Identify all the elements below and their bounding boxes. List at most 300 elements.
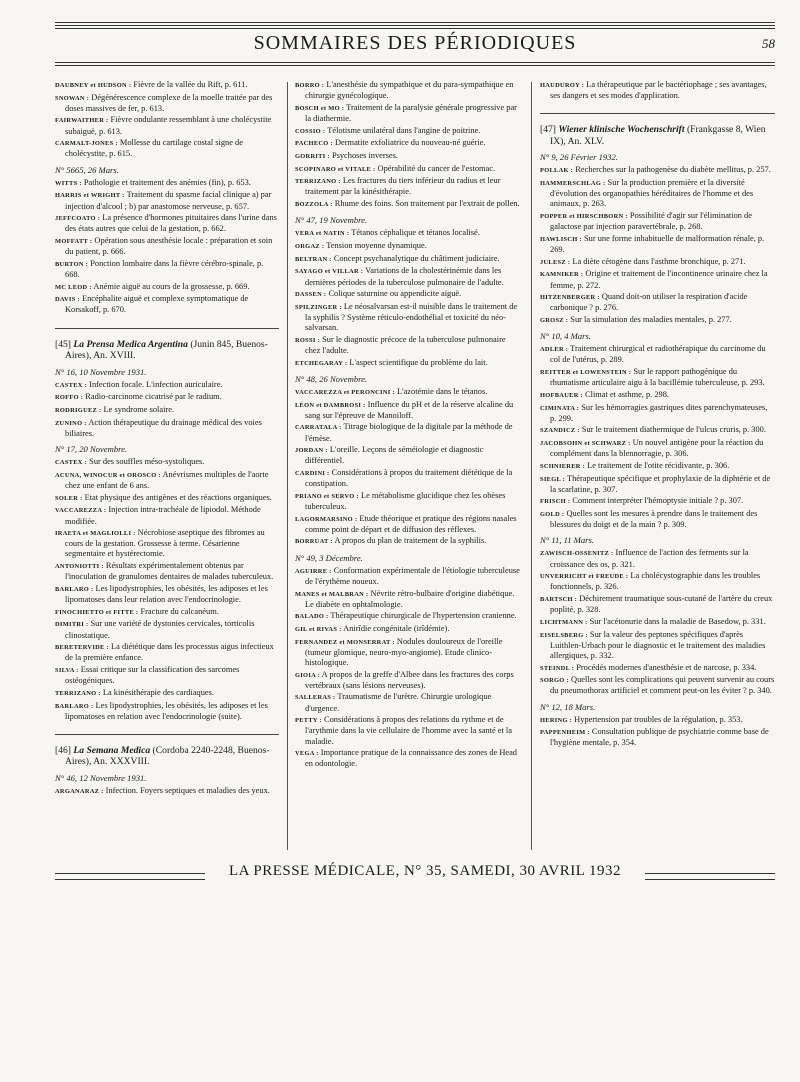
entry-title: Traitement de la paralysie générale progressive par la diathermie.: [305, 102, 517, 123]
abstract-entry: [295, 400, 520, 421]
entry-author: SPILZINGER :: [295, 303, 342, 311]
abstract-entry: [540, 617, 775, 628]
journal-heading: [55, 745, 279, 768]
entry-author: COSSIO :: [295, 127, 326, 135]
abstract-entry: [295, 611, 520, 622]
entry-title: La présence d'hormones pituitaires dans l'urine dans des états autres que celui de la gestation, p. 662.: [65, 213, 277, 234]
entry-author: REITTER et LOWENSTEIN :: [540, 369, 632, 377]
entry-author: BOSCH et MO :: [295, 104, 345, 112]
journal-info: (Junin 845, Buenos-Aires), An. XVIII.: [65, 338, 268, 362]
column-left: [55, 80, 279, 799]
entry-title: Sur le rapport pathogénique du rhumatisme articulaire aigu à la bacillémie tuberculeuse, p. 293.: [550, 367, 765, 388]
entry-author: SALLERAS :: [295, 694, 336, 702]
entry-author: ARGANARAZ :: [55, 787, 104, 795]
abstract-entry: [295, 422, 520, 443]
abstract-entry: [295, 254, 520, 265]
abstract-entry: [55, 607, 279, 618]
abstract-entry: [55, 528, 279, 559]
entry-author: BARLARO :: [55, 585, 94, 593]
abstract-entry: [540, 367, 775, 388]
abstract-entry: [295, 566, 520, 587]
entry-author: JEFFCOATO :: [55, 215, 101, 223]
entry-title: Thérapeutique spécifique et prophylaxie de la diphtérie et de la scarlatine, p. 307.: [550, 473, 771, 494]
entry-title: Influence du pH et de la réserve alcaline du sang sur l'épreuve de Manoiloff.: [305, 399, 514, 420]
abstract-entry: [295, 126, 520, 137]
entry-title: Sur la production première et la diversité d'évolution des organopathies héréditaires de l'homme et des animaux, p. 263.: [550, 178, 754, 209]
entry-author: HITZENBERGER :: [540, 294, 600, 302]
entry-title: Psychoses inverses.: [331, 150, 399, 160]
abstract-entry: [55, 380, 279, 391]
entry-title: Opérabilité du cancer de l'estomac.: [377, 163, 496, 173]
abstract-entry: [55, 619, 279, 640]
issue-heading: N° 11, 11 Mars.: [540, 535, 594, 546]
entry-title: Un nouvel antigène pour la réaction du complément dans la blennorragie, p. 306.: [550, 438, 764, 459]
abstract-entry: [55, 93, 279, 114]
entry-title: Dermatite exfoliatrice du nouveau-né guérie.: [335, 138, 486, 148]
entry-author: SNOWAN :: [55, 94, 90, 102]
entry-title: Considérations à propos du traitement diététique de la constipation.: [305, 468, 513, 489]
abstract-entry: [295, 335, 520, 356]
abstract-entry: [295, 624, 520, 635]
entry-author: EISELSBERG :: [540, 631, 588, 639]
entry-title: Le syndrome solaire.: [103, 405, 175, 415]
page-number: 58: [762, 36, 775, 51]
journal-name: La Prensa Medica Argentina: [73, 338, 188, 350]
issue-heading: N° 12, 18 Mars.: [540, 701, 596, 712]
entry-author: JORDAN :: [295, 447, 328, 455]
abstract-entry: [540, 80, 775, 101]
entry-title: Sur la simulation des maladies mentales, p. 277.: [570, 315, 732, 324]
entry-title: Etude théorique et pratique des régions nasales comme point de départ et de diffusion des réflexes.: [305, 513, 517, 534]
entry-author: CARDINI :: [295, 470, 330, 477]
entry-title: Hypertension par troubles de la régulation, p. 353.: [574, 714, 743, 724]
entry-author: VACCAREZZA et PERONCINI :: [295, 388, 395, 396]
entry-author: CARRATALA :: [295, 424, 342, 432]
entry-title: Quand doit-on utiliser la respiration d'acide carbonique ? p. 276.: [550, 292, 748, 313]
entry-author: GOLD :: [540, 511, 565, 518]
abstract-entry: [295, 491, 520, 512]
entry-title: Résultats expérimentalement obtenus par l'inoculation de granulomes dentaires de malades tuberculeux.: [65, 561, 274, 582]
entry-author: GROSZ :: [540, 317, 569, 324]
abstract-entry: [540, 344, 775, 365]
abstract-entry: [295, 138, 520, 149]
entry-author: TERRIZANO :: [295, 178, 341, 186]
issue-heading: N° 10, 4 Mars.: [540, 331, 591, 342]
entry-author: UNVERRICHT et FREUDE :: [540, 573, 629, 581]
issue-heading: N° 5665, 26 Mars.: [55, 164, 119, 175]
entry-title: Névrite rétro-bulbaire d'origine diabétique. Le diabète en ophtalmologie.: [305, 588, 515, 609]
abstract-entry: [55, 405, 279, 416]
entry-author: SILVA :: [55, 667, 79, 675]
entry-title: Traitement chirurgical et radiothérapique du carcinome du col de l'utérus, p. 289.: [550, 344, 766, 365]
abstract-entry: [295, 302, 520, 333]
entry-author: BALADO :: [295, 613, 329, 621]
abstract-entry: [540, 292, 775, 313]
page-footer: [55, 860, 775, 890]
entry-author: FINOCHIETTO et FITTE :: [55, 608, 139, 616]
journal-name: Wiener klinische Wochenschrift: [558, 124, 685, 136]
entry-title: Action thérapeutique du drainage médical des voies biliaires.: [65, 417, 262, 438]
entry-title: Tension moyenne dynamique.: [326, 241, 427, 251]
abstract-entry: [540, 630, 775, 661]
abstract-entry: [55, 457, 279, 468]
abstract-entry: [540, 594, 775, 615]
entry-title: Sur le traitement diathermique de l'ulcus cruris, p. 300.: [581, 425, 766, 435]
entry-title: Nodules douloureux de l'oreille (tumeur glomique, neuro-myo-angiome). Etude clinico-histologique.: [305, 636, 503, 667]
abstract-entry: [295, 514, 520, 535]
entry-author: BOZZOLA :: [295, 201, 333, 209]
entry-author: ETCHEGARAY :: [295, 359, 348, 367]
abstract-entry: [55, 470, 279, 491]
entry-title: La kinésithérapie des cardiaques.: [102, 687, 214, 697]
entry-author: ZAWISCH-OSSENITZ :: [540, 550, 614, 558]
entry-title: Fièvre ondulante ressemblant à une cholécystite subaiguë, p. 613.: [65, 115, 272, 136]
abstract-entry: [295, 103, 520, 124]
entry-author: SAYAGO et VILLAR :: [295, 268, 364, 276]
entry-title: Les lipodystrophies, les obésités, les adiposes et les lipomatoses en relation avec l'endocrinologie (suite).: [65, 700, 268, 721]
issue-heading: N° 9, 26 Février 1932.: [540, 152, 618, 163]
entry-title: La diète cétogène dans l'asthme bronchique, p. 271.: [572, 256, 746, 266]
abstract-entry: [55, 786, 279, 797]
entry-title: Quelles sont les mesures à prendre dans le traitement des blessures du doigt et de la main ? p. 309.: [550, 509, 758, 530]
abstract-entry: [540, 390, 775, 401]
column-divider: [531, 82, 532, 850]
entry-title: La diététique dans les processus aigus infectieux de la première enfance.: [65, 642, 274, 663]
entry-title: Conformation expérimentale de l'étiologie tuberculeuse de l'érythème noueux.: [305, 565, 520, 586]
entry-title: Traitement du spasme facial clinique a) par injection d'alcool ; b) par anastomose nerveuse, p. 657.: [65, 190, 272, 211]
entry-title: Sur le diagnostic précoce de la tuberculose pulmonaire chez l'adulte.: [305, 334, 506, 355]
entry-title: Sur la valeur des peptones spécifiques d'après Luithlen-Urbach pour le diagnostic et le traitement des maladies allergiques, p. 332.: [550, 629, 766, 660]
abstract-entry: [295, 445, 520, 466]
entry-author: FRISCH :: [540, 498, 571, 506]
entry-author: DAVIS :: [55, 296, 80, 304]
entry-author: POPPER et HIRSCHBORN :: [540, 213, 628, 221]
entry-title: Infection. Foyers septiques et maladies des yeux.: [105, 785, 270, 795]
entry-title: Pathologie et traitement des anémies (fin), p. 653.: [83, 177, 251, 187]
entry-author: PRIANO et SERVO :: [295, 492, 359, 500]
entry-title: Variations de la cholestérinémie dans les dernières périodes de la tuberculose pulmonaire de l'adulte.: [305, 266, 504, 287]
entry-title: Traumatisme de l'urètre. Chirurgie urologique d'urgence.: [305, 692, 492, 713]
abstract-entry: [295, 748, 520, 769]
journal-number: [45]: [55, 338, 71, 350]
entry-title: Ponction lombaire dans la fièvre cérébro-spinale, p. 668.: [65, 258, 264, 279]
entry-author: FAIRWAITHER :: [55, 117, 109, 125]
entry-title: Importance pratique de la connaissance des zones de Head en odontologie.: [305, 748, 517, 769]
entry-author: IRAETA et MAGLIOLLI :: [55, 530, 136, 538]
entry-author: HERING :: [540, 716, 573, 724]
entry-author: CASTEX :: [55, 381, 88, 389]
entry-author: LAGORMARSINO :: [295, 515, 358, 523]
entry-title: Télotisme unilatéral dans l'angine de poitrine.: [327, 125, 481, 135]
abstract-entry: [540, 403, 775, 424]
journal-number: [46]: [55, 744, 71, 756]
abstract-entry: [540, 509, 775, 530]
abstract-entry: [55, 642, 279, 663]
entry-title: Anirîdie congénitale (irîdémie).: [343, 624, 450, 634]
entry-author: ROFFO :: [55, 394, 84, 402]
entry-title: Procédés modernes d'anesthésie et de narcose, p. 334.: [576, 662, 757, 672]
abstract-entry: [295, 164, 520, 175]
entry-author: ORGAZ :: [295, 243, 325, 251]
entry-title: Fièvre de la vallée du Rift, p. 611.: [133, 80, 248, 89]
entry-title: Origine et traitement de l'incontinence urinaire chez la femme, p. 272.: [550, 269, 768, 290]
entry-title: Fracture du calcanéum.: [140, 606, 219, 616]
entry-author: ROSSI :: [295, 336, 321, 344]
entry-title: Injection intra-trachéale de lipiodol. Méthode modifiée.: [65, 505, 261, 526]
entry-title: L'anesthésie du sympathique et du para-sympathique en chirurgie gynécologique.: [305, 80, 514, 101]
entry-title: La thérapeutique par le bactériophage ; ses avantages, ses dangers et ses modes d'application.: [550, 80, 767, 101]
abstract-entry: [295, 289, 520, 300]
entry-title: Le néosalvarsan est-il nuisible dans le traitement de la syphilis ? Système réticulo-endothélial et toxicité du néo-salvarsan.: [305, 301, 518, 333]
column-right: [540, 80, 775, 750]
abstract-entry: [540, 269, 775, 290]
abstract-entry: [295, 589, 520, 610]
entry-author: VERA et NATIN :: [295, 230, 350, 238]
entry-title: Les lipodystrophies, les obésités, les adiposes et les lipomatoses dans leur relation avec l'endocrinologie.: [65, 583, 268, 605]
entry-author: BORRUAT :: [295, 538, 333, 546]
entry-author: HARRIS et WRIGHT :: [55, 192, 125, 200]
entry-title: Déchirement traumatique sous-cutané de l'artère du creux poplité, p. 328.: [550, 594, 773, 615]
entry-title: Les fractures du tiers inférieur du radius et leur traitement par la kinésithérapie.: [305, 176, 501, 197]
entry-title: A propos du plan de traitement de la syphilis.: [334, 536, 487, 546]
abstract-entry: [55, 561, 279, 582]
entry-title: La cholécystographie dans les troubles fonctionnels, p. 326.: [550, 571, 761, 592]
entry-author: GIL et RIVAS :: [295, 626, 342, 634]
entry-author: LÉON et DAMBROSI :: [295, 401, 366, 409]
entry-author: GIOIA :: [295, 671, 321, 679]
abstract-entry: [55, 138, 279, 159]
entry-author: SOLER :: [55, 494, 83, 502]
abstract-entry: [55, 701, 279, 722]
journal-info: (Cordoba 2240-2248, Buenos-Aires), An. XXXVIII.: [65, 744, 270, 768]
entry-title: Colique saturnine ou appendicite aiguë.: [328, 289, 462, 299]
entry-author: DASSEN :: [295, 291, 327, 299]
issue-heading: N° 49, 3 Décembre.: [295, 552, 363, 563]
journal-number: [47]: [540, 124, 556, 136]
abstract-entry: [295, 241, 520, 252]
abstract-entry: [295, 228, 520, 239]
journal-name: La Semana Medica: [73, 744, 151, 756]
abstract-entry: [295, 637, 520, 668]
entry-author: MC LEOD :: [55, 283, 92, 291]
entry-author: PACHECO :: [295, 140, 333, 148]
entry-title: L'oreille. Leçons de séméiologie et diagnostic différentiel.: [305, 445, 484, 466]
entry-title: Possibilité d'agir sur l'élimination de galactose par injection paravertébrale, p. 268.: [550, 211, 752, 232]
abstract-entry: [295, 199, 520, 210]
abstract-entry: [295, 468, 520, 489]
page-title: SOMMAIRES DES PÉRIODIQUES: [253, 32, 577, 54]
entry-author: BARTSCH :: [540, 596, 578, 604]
entry-title: Titrage biologique de la digitale par la méthode de l'émèse.: [305, 422, 513, 443]
entry-author: VEGA :: [295, 750, 319, 758]
abstract-entry: [55, 282, 279, 293]
entry-author: BARLARO :: [55, 702, 94, 710]
abstract-entry: [295, 670, 520, 691]
abstract-entry: [55, 493, 279, 504]
abstract-entry: [295, 715, 520, 746]
entry-title: Le métabolisme glucidique chez les obèses tuberculeux.: [305, 490, 506, 511]
entry-author: ACUNA, WINOCUR et OROSCO :: [55, 471, 161, 479]
entry-author: MANES et MALBRAN :: [295, 590, 369, 598]
entry-author: CASTEX :: [55, 459, 88, 467]
page-header: [55, 22, 775, 72]
entry-title: Influence de l'action des ferments sur la croissance des os, p. 321.: [550, 548, 749, 569]
entry-author: JULESZ :: [540, 258, 571, 266]
issue-heading: N° 47, 19 Novembre.: [295, 215, 368, 226]
entry-title: Sur une variété de dystonies cervicales, torticolis clinostatique.: [65, 619, 255, 640]
abstract-entry: [55, 665, 279, 686]
entry-author: SZANDICZ :: [540, 427, 580, 435]
entry-author: KAMNIKER :: [540, 271, 584, 279]
entry-title: Rhume des foins. Son traitement par l'extrait de pollen.: [334, 199, 520, 209]
entry-title: Comment interpréter l'hémoptysie initiale ? p. 307.: [572, 496, 744, 506]
issue-heading: N° 46, 12 Novembre 1931.: [55, 772, 147, 783]
abstract-entry: [295, 176, 520, 197]
entry-author: MOFFATT :: [55, 238, 93, 246]
entry-title: Thérapeutique chirurgicale de l'hypertension cranienne.: [330, 611, 517, 621]
entry-title: Radio-carcinome cicatrisé par le radium.: [85, 392, 222, 402]
entry-title: Sur des souffles méso-systoliques.: [89, 457, 205, 467]
issue-heading: N° 16, 10 Novembre 1931.: [55, 366, 147, 377]
abstract-entry: [540, 548, 775, 569]
abstract-entry: [295, 80, 520, 101]
journal-heading: [55, 339, 279, 362]
section-separator: [55, 734, 279, 735]
entry-title: L'azotémie dans le tétanos.: [396, 386, 488, 396]
section-separator: [55, 328, 279, 329]
abstract-entry: [540, 315, 775, 326]
entry-title: Quelles sont les complications qui peuvent survenir au cours du pneumothorax artificiel et comment peut-on les éviter ? p. 340.: [550, 675, 775, 696]
entry-title: Mollesse du cartilage costal signe de cholécystite, p. 615.: [65, 138, 243, 159]
entry-author: POLLAK :: [540, 167, 574, 175]
abstract-entry: [55, 294, 279, 315]
entry-title: Tétanos céphalique et tétanos localisé.: [351, 228, 480, 238]
abstract-entry: [540, 496, 775, 507]
entry-author: DAUBNEY et HUDSON :: [55, 82, 132, 89]
abstract-entry: [55, 418, 279, 439]
abstract-entry: [540, 211, 775, 232]
abstract-entry: [540, 234, 775, 255]
entry-title: Opération sous anesthésie locale : préparation et soin du patient, p. 666.: [65, 236, 273, 257]
journal-info: (Frankgasse 8, Wien IX), An. XLV.: [550, 124, 766, 147]
footer-text: LA PRESSE MÉDICALE, N° 35, SAMEDI, 30 AVRIL 1932: [228, 863, 622, 879]
abstract-entry: [540, 178, 775, 209]
entry-author: PETTY :: [295, 717, 322, 725]
entry-author: ADLER :: [540, 346, 569, 354]
column-middle: [295, 80, 520, 771]
entry-author: BORRO :: [295, 82, 325, 89]
entry-title: Le traitement de l'otite récidivante, p. 306.: [587, 460, 730, 470]
entry-title: Encéphalite aiguë et complexe symptomatique de Korsakoff, p. 670.: [65, 294, 249, 315]
entry-title: Climat et asthme, p. 298.: [585, 389, 670, 399]
abstract-entry: [55, 80, 279, 91]
abstract-entry: [55, 213, 279, 234]
abstract-entry: [540, 257, 775, 268]
abstract-entry: [540, 474, 775, 495]
entry-author: VACCAREZZA :: [55, 507, 107, 515]
entry-author: TERRIZANO :: [55, 689, 101, 697]
issue-heading: N° 17, 20 Novembre.: [55, 444, 128, 455]
entry-title: Considérations à propos des relations du rythme et de l'arythmie dans la vie cellulaire de l'homme avec la santé et la maladie.: [305, 715, 512, 746]
entry-author: FERNANDEZ et MONSERRAT :: [295, 638, 395, 646]
entry-title: Essai critique sur la classification des sarcomes ostéogéniques.: [65, 665, 240, 686]
abstract-entry: [55, 688, 279, 699]
abstract-entry: [55, 190, 279, 211]
entry-title: L'aspect scientifique du problème du lait.: [349, 357, 488, 367]
entry-author: CIMINATA :: [540, 404, 580, 412]
abstract-entry: [295, 358, 520, 369]
section-separator: [540, 113, 775, 114]
entry-author: SORGO :: [540, 677, 569, 685]
entry-author: JACOBSOHN et SCHWARZ :: [540, 440, 631, 448]
abstract-entry: [540, 663, 775, 674]
entry-title: Concept psychanalytique du châtiment judiciaire.: [333, 253, 500, 263]
entry-author: BELTRAN :: [295, 255, 332, 263]
entry-title: Sur les hémorragies gastriques dites parenchymateuses, p. 299.: [550, 402, 768, 423]
abstract-entry: [540, 461, 775, 472]
entry-author: STEINDL :: [540, 664, 575, 672]
entry-title: Dégénérescence complexe de la moelle traitée par des doses massives de fer, p. 613.: [65, 92, 273, 113]
abstract-entry: [295, 536, 520, 547]
entry-author: HAUDUROY :: [540, 82, 585, 89]
entry-author: BERETERVIDE :: [55, 644, 109, 652]
abstract-entry: [540, 571, 775, 592]
entry-title: Sur l'acétonurie dans la maladie de Basedow, p. 331.: [589, 616, 766, 626]
entry-author: AGUIRRE :: [295, 567, 332, 575]
column-divider: [287, 82, 288, 850]
entry-title: Recherches sur la pathogenèse du diabète mellitus, p. 257.: [575, 165, 771, 175]
abstract-entry: [540, 165, 775, 176]
abstract-entry: [55, 236, 279, 257]
entry-author: SIEGL :: [540, 475, 566, 483]
entry-author: RODRIGUEZ :: [55, 407, 102, 415]
entry-title: Nécrobiose aseptique des fibromes au cours de la gestation. Grossesse à terme. Césarienne segmentaire et hystérectomie.: [65, 528, 265, 559]
entry-author: SCOPINARO et VITALE :: [295, 165, 376, 173]
abstract-entry: [540, 438, 775, 459]
entry-title: Etat physique des antigènes et des réactions organiques.: [84, 492, 272, 502]
abstract-entry: [540, 727, 775, 748]
abstract-entry: [55, 392, 279, 403]
abstract-entry: [295, 692, 520, 713]
entry-author: DIMITRI :: [55, 621, 89, 629]
entry-title: Sur une forme inhabituelle de malformation rénale, p. 269.: [550, 233, 765, 255]
entry-author: GORRITI :: [295, 152, 330, 160]
abstract-entry: [55, 115, 279, 136]
entry-author: WITTS :: [55, 179, 82, 187]
entry-author: HAMMERSCHLAG :: [540, 180, 606, 188]
abstract-entry: [540, 425, 775, 436]
abstract-entry: [295, 266, 520, 287]
abstract-entry: [540, 675, 775, 696]
entry-author: HAWLISCH :: [540, 235, 582, 243]
entry-author: PAPPENHEIM :: [540, 729, 590, 737]
abstract-entry: [540, 715, 775, 726]
abstract-entry: [55, 178, 279, 189]
entry-title: A propos de la greffe d'Albee dans les fractures des corps vertébraux (sans lésions nerveuses).: [305, 669, 514, 690]
entry-author: CARMALT-JONES :: [55, 140, 118, 148]
entry-title: Consultation publique de psychiatrie comme base de l'hygiène mentale, p. 354.: [550, 727, 769, 748]
abstract-entry: [55, 505, 279, 526]
abstract-entry: [55, 259, 279, 280]
entry-title: Anévrismes multiples de l'aorte chez une enfant de 6 ans.: [65, 469, 269, 491]
entry-author: BURTON :: [55, 260, 89, 268]
journal-heading: [540, 124, 775, 147]
entry-author: SCHNIERER :: [540, 462, 586, 470]
issue-heading: N° 48, 26 Novembre.: [295, 373, 368, 384]
abstract-entry: [55, 584, 279, 605]
entry-title: Infection focale. L'infection auriculaire.: [89, 379, 223, 389]
entry-author: HOFBAUER :: [540, 391, 583, 399]
